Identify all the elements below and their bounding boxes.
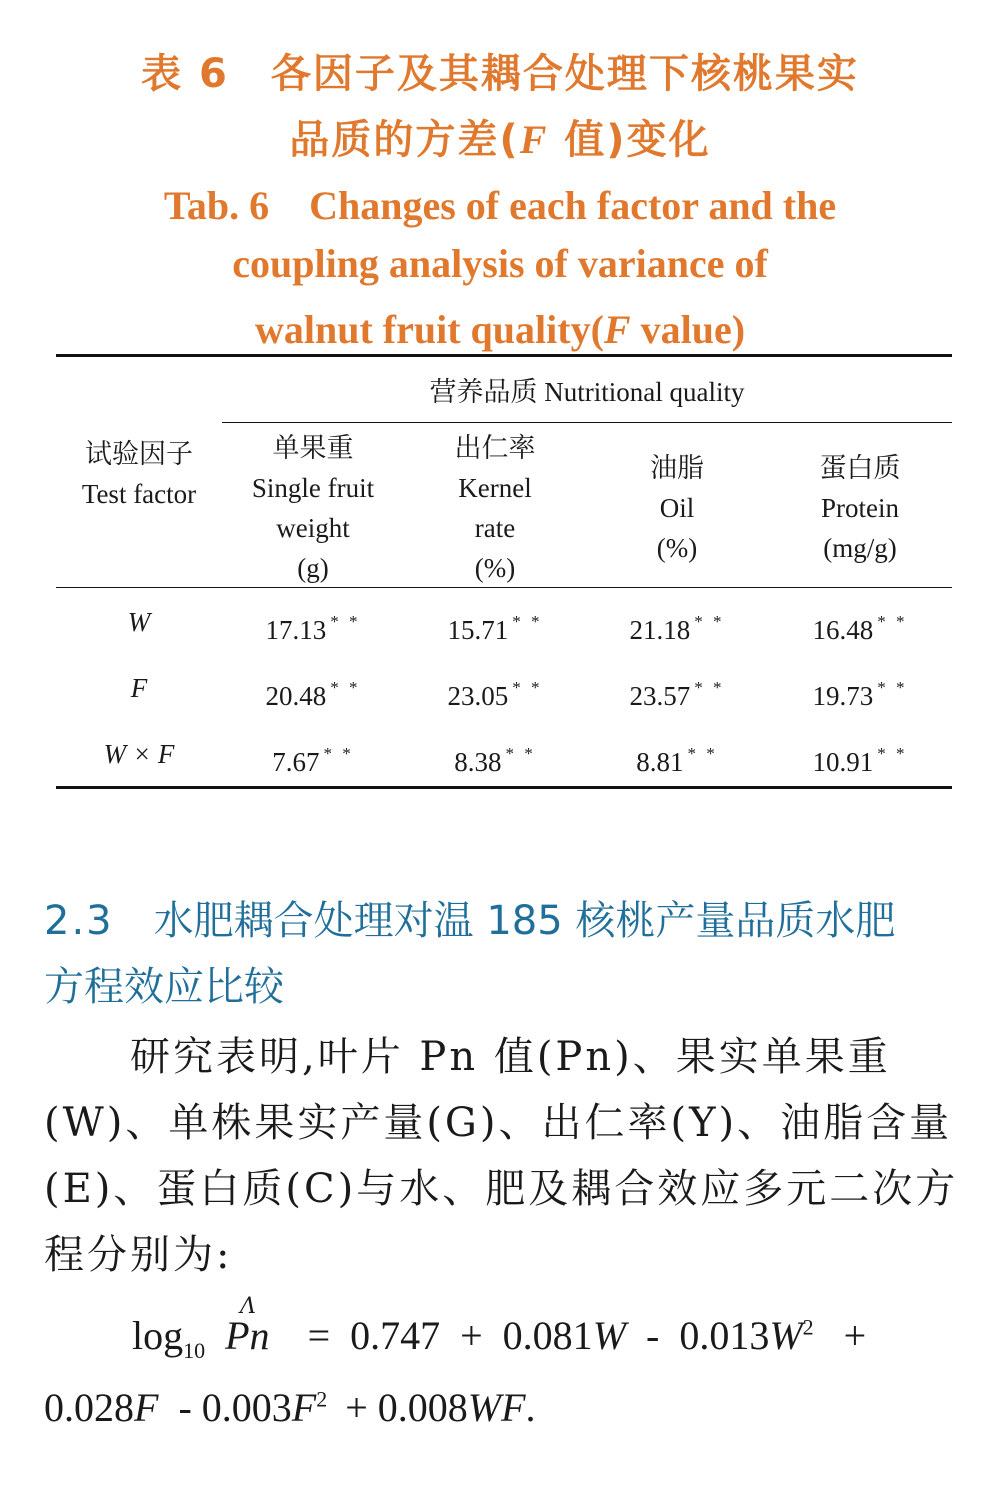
column-header-single-fruit-weight [222,428,404,588]
equation-log: log [132,1313,184,1358]
table-cell: 20.48 * * [265,678,361,711]
column-header-unit: (%) [474,553,516,583]
section-heading-line2: 方程效应比较 [44,964,284,1010]
column-header-zh: 出仁率 [454,433,536,463]
table-cell: 23.57 * * [629,678,725,711]
table-row-factor: F [130,673,148,703]
paragraph-line: 程分别为: [44,1232,233,1278]
column-header-zh: 蛋白质 [819,453,901,483]
caption-en-pre: walnut fruit quality( [254,307,604,352]
column-header-en: weight [276,513,350,543]
caption-zh-pre: 品质的方差( [289,117,520,163]
factor-header-en: Test factor [81,479,197,509]
column-header-zh: 油脂 [650,453,704,483]
equation-square: 2 [316,1386,328,1412]
column-header-unit: (g) [297,553,329,583]
equation-rhs: = 0.747 + 0.081W - 0.013W [307,1313,803,1358]
table-cell: 23.05 * * [447,678,543,711]
equation-rhs: 0.028F - 0.003F [44,1385,317,1430]
equation-plus: + [843,1313,867,1358]
section-heading-line1 [44,888,964,954]
section-title: 水肥耦合处理对温 185 核桃产量品质水肥 [153,898,896,944]
column-header-oil [586,448,768,568]
table-cell: 21.18 * * [629,612,725,645]
equation-log-base: 10 [183,1338,206,1363]
table-factor-header [56,434,222,514]
table-row-factor: W [127,607,151,637]
variance-table [56,0,952,800]
equation-hat: Λ [240,1294,256,1319]
table-caption-en-line2: coupling analysis of variance of [232,241,768,286]
paragraph-line: (E)、蛋白质(C)与水、肥及耦合效应多元二次方 [44,1166,959,1212]
equation-lhs: Pn [225,1313,270,1358]
column-header-protein [768,448,952,568]
table-cell: 15.71 * * [447,612,543,645]
section-heading [44,888,964,1020]
section-number: 2.3 [44,898,114,944]
table-row-factor: W × F [103,739,175,769]
column-header-unit: (%) [656,533,698,563]
paragraph-line: 研究表明,叶片 Pn 值(Pn)、果实单果重 [44,1034,891,1080]
table-cell: 19.73 * * [812,678,908,711]
table-cell: 7.67 * * [272,744,354,777]
column-header-en: Oil [659,493,695,523]
equation-rhs: + 0.008WF. [345,1385,536,1430]
column-header-zh: 单果重 [272,433,354,463]
column-header-en: Protein [821,493,899,523]
column-header-en: Kernel [458,473,532,503]
factor-header-zh: 试验因子 [85,439,193,469]
table-cell: 16.48 * * [812,612,908,645]
column-header-unit: (mg/g) [823,533,897,563]
table-caption-en-line1: Tab. 6 Changes of each factor and the [163,183,837,228]
table-group-header: 营养品质 Nutritional quality [429,377,745,407]
table-cell: 8.38 * * [454,744,536,777]
column-header-kernel-rate [404,428,586,588]
caption-zh-post: 值)变化 [548,117,711,163]
table-cell: 10.91 * * [812,744,908,777]
caption-en-var: F [603,307,631,352]
equation-square: 2 [802,1314,814,1340]
table-caption-zh-line1: 表 6 各因子及其耦合处理下核桃果实 [141,51,859,97]
column-header-en: rate [474,513,516,543]
body-paragraph [44,1024,960,1288]
equation-line2 [44,1384,536,1431]
table-cell: 8.81 * * [636,744,718,777]
paragraph-line: (W)、单株果实产量(G)、出仁率(Y)、油脂含量 [44,1100,953,1146]
equation-line1 [132,1312,866,1364]
column-header-en: Single fruit [251,473,375,503]
caption-zh-var: F [519,117,549,162]
table-cell: 17.13 * * [265,612,361,645]
caption-en-post: value) [630,307,746,352]
